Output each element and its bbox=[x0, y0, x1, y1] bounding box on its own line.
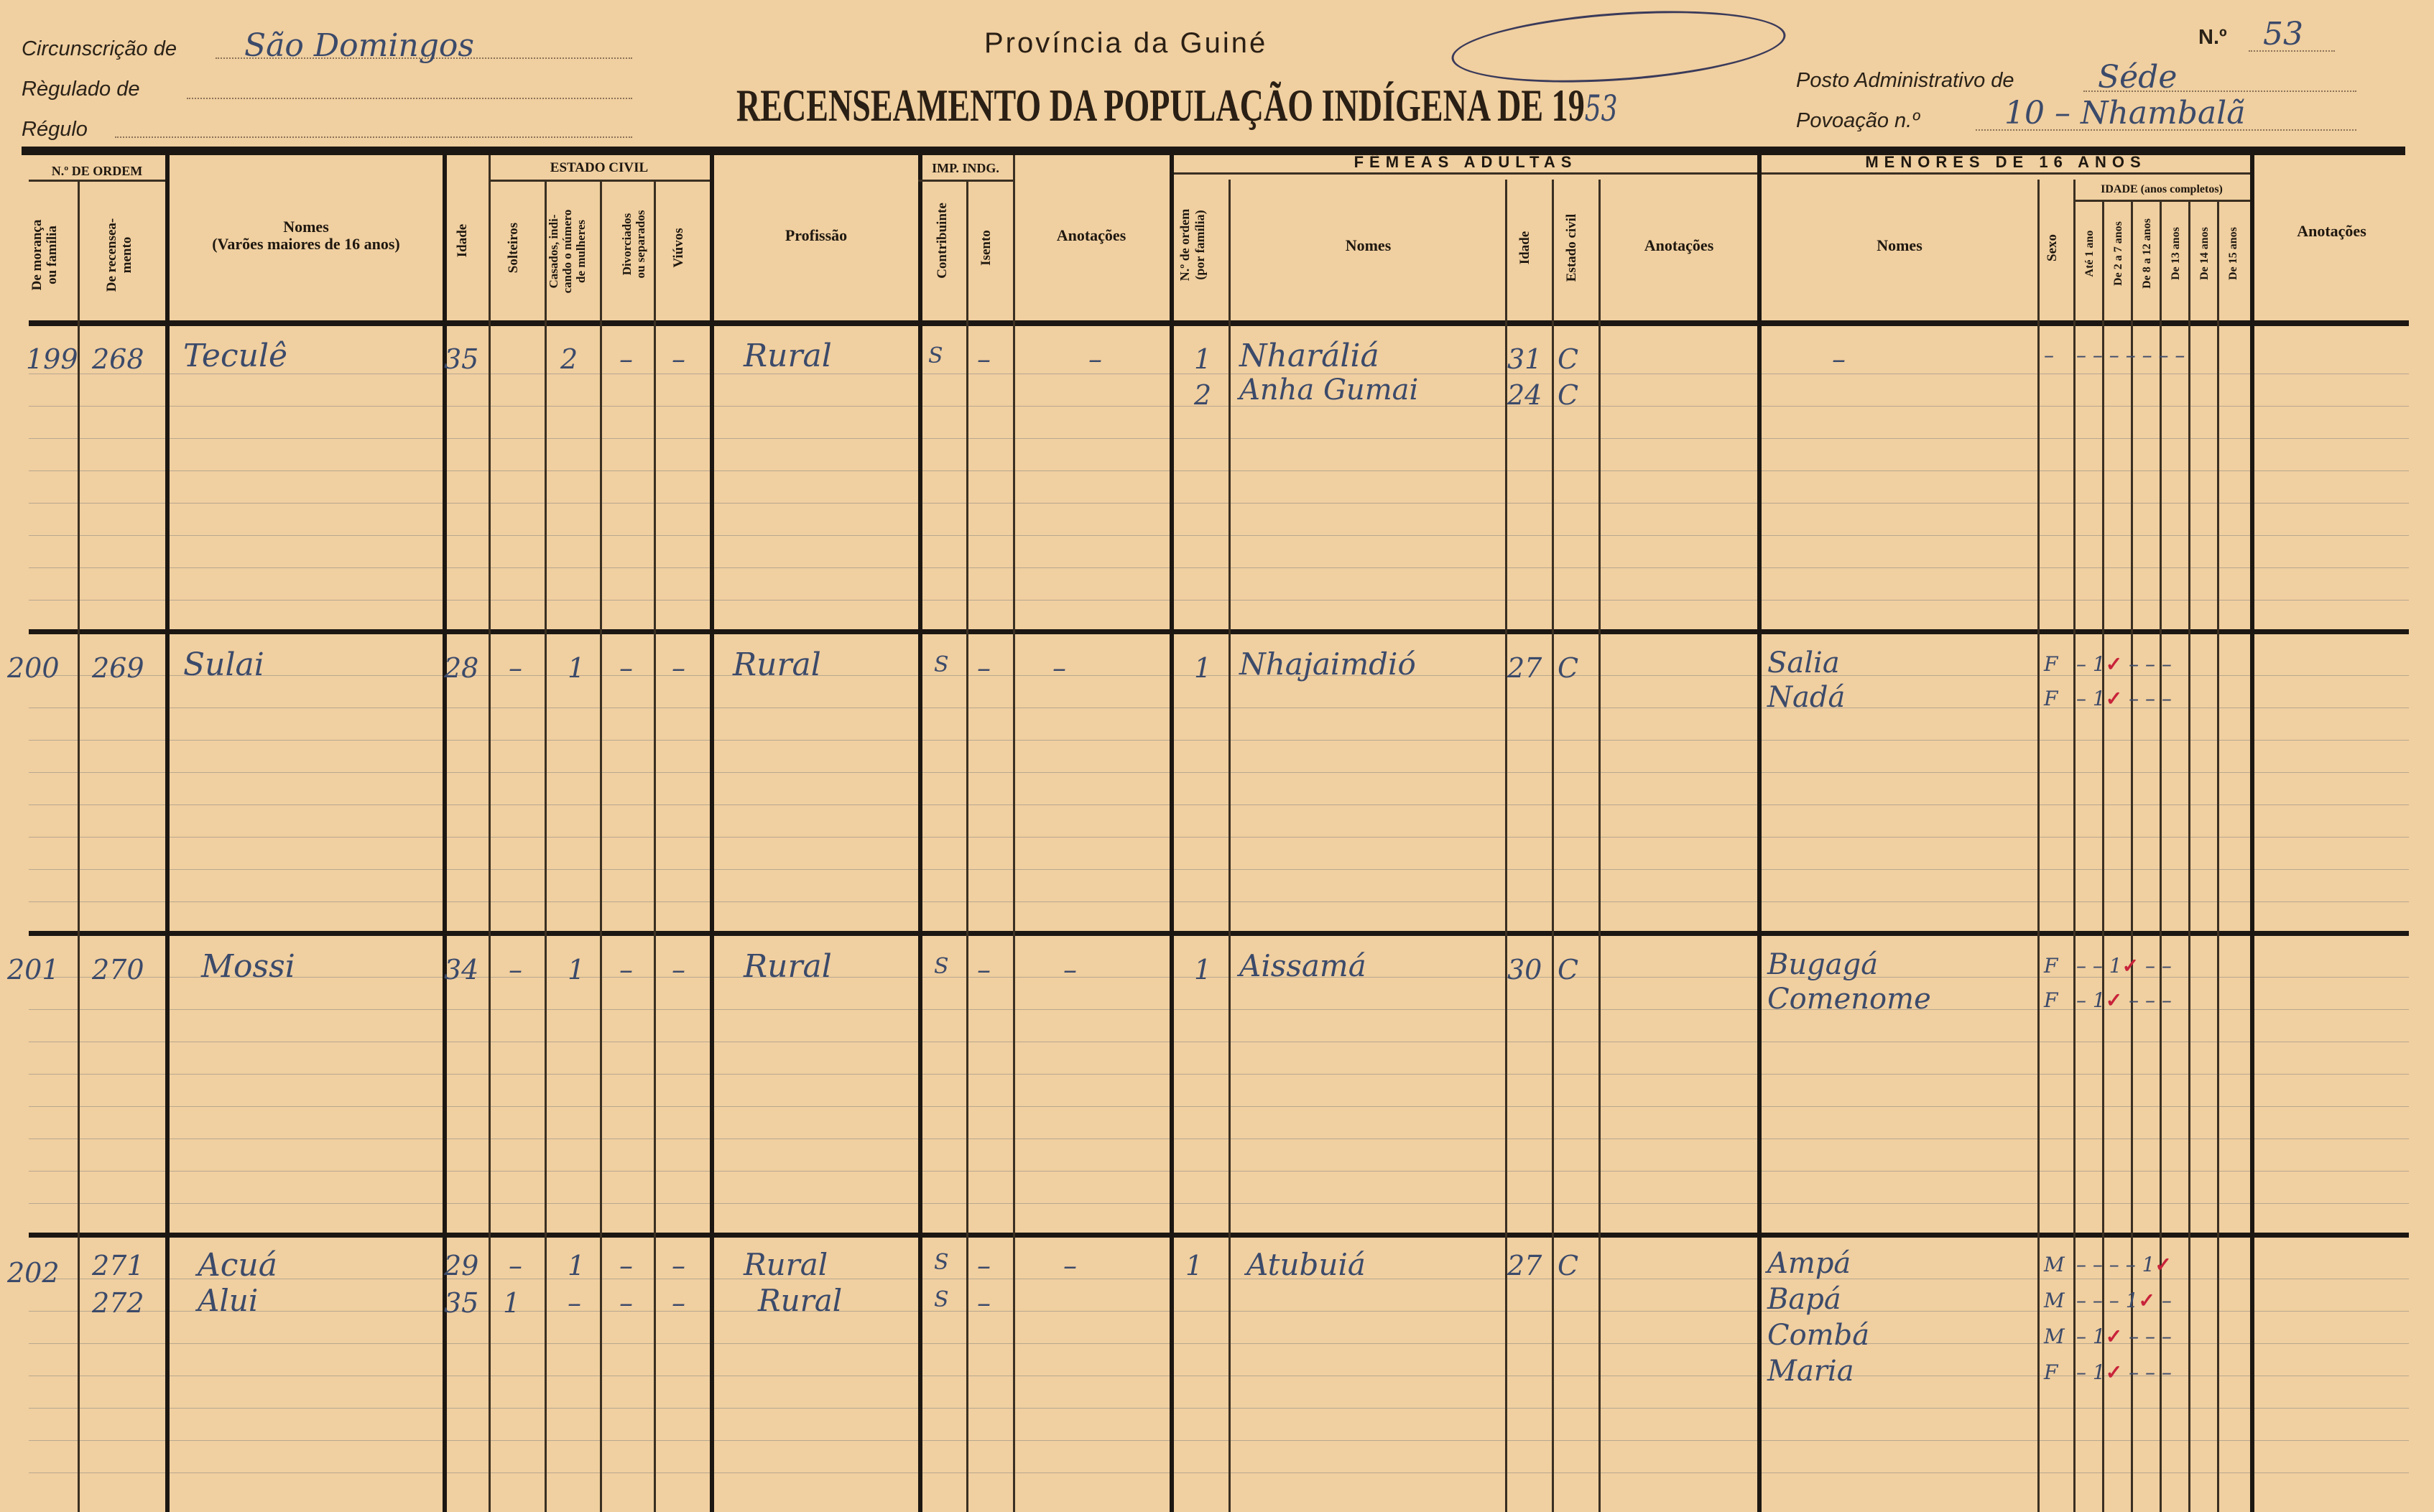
cell-recens: 270 bbox=[92, 954, 144, 985]
col-recenseamento: De recensea- mento bbox=[104, 218, 134, 292]
title-year-suffix: 53 bbox=[1584, 88, 1618, 129]
col-de13: De 13 anos bbox=[2170, 227, 2182, 280]
col-isento: Isento bbox=[978, 230, 994, 266]
cell-recens: 272 bbox=[92, 1287, 144, 1319]
cell-solteiro: 1 bbox=[503, 1287, 521, 1319]
cell-casados: 1 bbox=[568, 652, 586, 684]
col-sexo: Sexo bbox=[2045, 234, 2060, 261]
cell-viuvo: – bbox=[672, 652, 685, 684]
col-anotacoes-2: Anotações bbox=[1644, 236, 1714, 254]
cell-profissao: Rural bbox=[733, 646, 821, 683]
men-nome: Nadá bbox=[1767, 681, 1846, 714]
col-anotacoes-1: Anotações bbox=[1056, 226, 1126, 244]
cell-idade: 35 bbox=[444, 343, 479, 375]
col-profissao: Profissão bbox=[785, 226, 848, 244]
page-title bbox=[736, 79, 1618, 132]
cell-div: – bbox=[619, 954, 633, 985]
fem-n: 1 bbox=[1194, 343, 1212, 375]
men-sexo: F bbox=[2044, 954, 2058, 978]
fem-ec: C bbox=[1558, 1250, 1579, 1281]
col-idade-femeas: Idade bbox=[1517, 231, 1532, 265]
col-ate1: Até 1 ano bbox=[2083, 230, 2096, 277]
row-divider-1 bbox=[29, 629, 2409, 634]
men-nome: – bbox=[1832, 343, 1846, 375]
men-sexo: F bbox=[2044, 652, 2058, 676]
circunscricao-value: São Domingos bbox=[244, 27, 474, 64]
cell-div: – bbox=[619, 1287, 633, 1319]
cell-idade: 29 bbox=[444, 1250, 479, 1281]
cell-nome: Alui bbox=[198, 1283, 259, 1318]
posto-label: Posto Administrativo de bbox=[1796, 69, 2014, 92]
cell-casados: – bbox=[568, 1287, 581, 1319]
cell-div: – bbox=[619, 1250, 633, 1281]
men-sexo: M bbox=[2044, 1325, 2065, 1348]
col-nomes-menores: Nomes bbox=[1877, 236, 1922, 254]
cell-viuvo: – bbox=[672, 1250, 685, 1281]
circunscricao-label: Circunscrição de bbox=[22, 37, 177, 60]
men-nome: Salia bbox=[1767, 646, 1840, 680]
cell-solteiro: – bbox=[509, 954, 522, 985]
cell-div: – bbox=[619, 343, 633, 375]
fem-n: 1 bbox=[1185, 1250, 1203, 1281]
cell-recens: 271 bbox=[92, 1250, 144, 1281]
men-sexo: M bbox=[2044, 1253, 2065, 1276]
fem-nome: Nhajaimdió bbox=[1239, 646, 1416, 682]
header-bottom-rule bbox=[29, 320, 2409, 326]
col-viuvos: Viúvos bbox=[671, 228, 686, 268]
men-marks: – 1✓ – – – bbox=[2076, 988, 2172, 1012]
cell-solteiro: – bbox=[509, 1250, 522, 1281]
col-idade-anos: IDADE (anos completos) bbox=[2101, 183, 2223, 195]
col-nomes-varoes: Nomes (Varões maiores de 16 anos) bbox=[212, 218, 400, 253]
col-estado-civil-femeas: Estado civil bbox=[1564, 213, 1579, 282]
cell-viuvo: – bbox=[672, 343, 685, 375]
row-divider-2 bbox=[29, 931, 2409, 936]
cell-contrib: S bbox=[934, 1287, 949, 1312]
col-solteiros: Solteiros bbox=[506, 222, 521, 274]
fem-n: 1 bbox=[1194, 954, 1212, 985]
cell-anot: – bbox=[1063, 954, 1077, 985]
povoacao-label: Povoação n.º bbox=[1796, 109, 1920, 132]
cell-nome: Teculê bbox=[183, 338, 288, 374]
fem-ec: C bbox=[1558, 652, 1579, 684]
cell-idade: 35 bbox=[444, 1287, 479, 1319]
men-nome: Comenome bbox=[1767, 983, 1931, 1016]
cell-nome: Mossi bbox=[201, 948, 295, 985]
col-de2a7: De 2 a 7 anos bbox=[2112, 221, 2124, 286]
col-estado-civil: ESTADO CIVIL bbox=[550, 160, 649, 175]
fem-nome: Aissamá bbox=[1239, 948, 1366, 983]
fem-n: 2 bbox=[1194, 379, 1212, 411]
cell-isento: – bbox=[977, 1250, 991, 1281]
cell-viuvo: – bbox=[672, 954, 685, 985]
cell-idade: 34 bbox=[444, 954, 479, 985]
col-idade: Idade bbox=[455, 223, 470, 258]
cell-profissao: Rural bbox=[744, 338, 832, 374]
fem-nome: Atubuiá bbox=[1246, 1247, 1366, 1282]
fem-ec: C bbox=[1558, 343, 1579, 375]
title-text: RECENSEAMENTO DA POPULAÇÃO INDÍGENA DE 19 bbox=[736, 80, 1585, 131]
cell-isento: – bbox=[977, 1287, 991, 1319]
cell-casados: 2 bbox=[560, 343, 578, 375]
fem-n: 1 bbox=[1194, 652, 1212, 684]
men-marks: – 1✓ – – – bbox=[2076, 1325, 2172, 1348]
fem-ec: C bbox=[1558, 379, 1579, 411]
col-nomes-femeas: Nomes bbox=[1345, 236, 1392, 254]
cell-profissao: Rural bbox=[744, 948, 832, 985]
col-de14: De 14 anos bbox=[2198, 227, 2211, 280]
cell-div: – bbox=[619, 652, 633, 684]
regulo-line bbox=[115, 136, 632, 138]
row-divider-3 bbox=[29, 1233, 2409, 1238]
fem-idade: 31 bbox=[1507, 343, 1542, 375]
col-de8a12: De 8 a 12 anos bbox=[2141, 218, 2153, 289]
col-no-ordem-familia: N.º de ordem (por família) bbox=[1177, 208, 1207, 282]
regulado-line bbox=[187, 98, 632, 99]
col-moranca: De morança ou família bbox=[29, 219, 60, 291]
cell-moranca: 201 bbox=[7, 954, 60, 985]
men-marks: – – – – – – – bbox=[2076, 343, 2185, 367]
cell-isento: – bbox=[977, 652, 991, 684]
cell-moranca: 202 bbox=[7, 1257, 60, 1289]
col-divorciados: Divorciados ou separados bbox=[620, 210, 647, 279]
col-menores: MENORES DE 16 ANOS bbox=[1865, 153, 2147, 171]
cell-moranca: 200 bbox=[7, 652, 60, 684]
men-sexo: F bbox=[2044, 1360, 2058, 1384]
posto-value: Séde bbox=[2098, 59, 2178, 96]
cell-profissao: Rural bbox=[744, 1247, 828, 1282]
cell-contrib: S bbox=[934, 1250, 949, 1275]
cell-contrib: S bbox=[934, 652, 949, 677]
cell-profissao: Rural bbox=[758, 1283, 843, 1318]
men-nome: Combá bbox=[1767, 1319, 1870, 1352]
col-de15: De 15 anos bbox=[2227, 227, 2239, 280]
fem-nome: Anha Gumai bbox=[1239, 374, 1419, 407]
ink-oval-mark bbox=[1449, 1, 1787, 92]
col-anotacoes-3: Anotações bbox=[2297, 222, 2366, 240]
cell-casados: 1 bbox=[568, 1250, 586, 1281]
men-nome: Maria bbox=[1767, 1355, 1854, 1388]
men-marks: – – 1✓ – – bbox=[2076, 954, 2172, 978]
cell-contrib: S bbox=[928, 343, 943, 368]
col-femeas-adultas: FÊMEAS ADULTAS bbox=[1353, 153, 1578, 171]
men-nome: Bugagá bbox=[1767, 948, 1879, 981]
cell-isento: – bbox=[977, 343, 991, 375]
cell-contrib: S bbox=[934, 954, 949, 979]
men-nome: Bapá bbox=[1767, 1283, 1841, 1316]
fem-idade: 30 bbox=[1507, 954, 1542, 985]
men-sexo: F bbox=[2044, 988, 2058, 1012]
fem-ec: C bbox=[1558, 954, 1579, 985]
no-value: 53 bbox=[2263, 16, 2303, 52]
cell-recens: 269 bbox=[92, 652, 144, 684]
col-casados: Casados, indi- cando o número de mulheres bbox=[547, 209, 588, 294]
men-marks: – – – 1✓ – bbox=[2076, 1289, 2172, 1312]
cell-nome: Sulai bbox=[183, 646, 264, 683]
cell-idade: 28 bbox=[444, 652, 479, 684]
cell-anot: – bbox=[1052, 652, 1066, 684]
fem-idade: 27 bbox=[1507, 1250, 1542, 1281]
cell-recens: 268 bbox=[92, 343, 144, 375]
fem-idade: 24 bbox=[1507, 379, 1542, 411]
regulado-label: Règulado de bbox=[22, 78, 140, 101]
cell-anot: – bbox=[1088, 343, 1102, 375]
men-sexo: F bbox=[2044, 687, 2058, 710]
cell-moranca: 199 bbox=[26, 343, 78, 375]
cell-nome: Acuá bbox=[198, 1247, 277, 1284]
cell-viuvo: – bbox=[672, 1287, 685, 1319]
men-sexo: – bbox=[2044, 343, 2054, 367]
col-no-ordem: N.º DE ORDEM bbox=[51, 164, 143, 178]
men-marks: – 1✓ – – – bbox=[2076, 687, 2172, 710]
cell-casados: 1 bbox=[568, 954, 586, 985]
cell-solteiro: – bbox=[509, 652, 522, 684]
povoacao-value: 10 – Nhambalã bbox=[2004, 95, 2246, 131]
fem-nome: Nharáliá bbox=[1239, 338, 1379, 374]
cell-isento: – bbox=[977, 954, 991, 985]
men-marks: – 1✓ – – – bbox=[2076, 1360, 2172, 1384]
no-label: N.º bbox=[2198, 26, 2227, 49]
men-marks: – – – – 1✓ bbox=[2076, 1253, 2172, 1276]
provincia-heading: Província da Guiné bbox=[984, 27, 1268, 59]
men-sexo: M bbox=[2044, 1289, 2065, 1312]
col-contribuinte: Contribuinte bbox=[935, 203, 950, 279]
cell-anot: – bbox=[1063, 1250, 1077, 1281]
men-marks: – 1✓ – – – bbox=[2076, 652, 2172, 676]
men-nome: Ampá bbox=[1767, 1247, 1851, 1280]
fem-idade: 27 bbox=[1507, 652, 1542, 684]
regulo-label: Régulo bbox=[22, 118, 88, 141]
col-imp-indg: IMP. INDG. bbox=[932, 161, 999, 175]
